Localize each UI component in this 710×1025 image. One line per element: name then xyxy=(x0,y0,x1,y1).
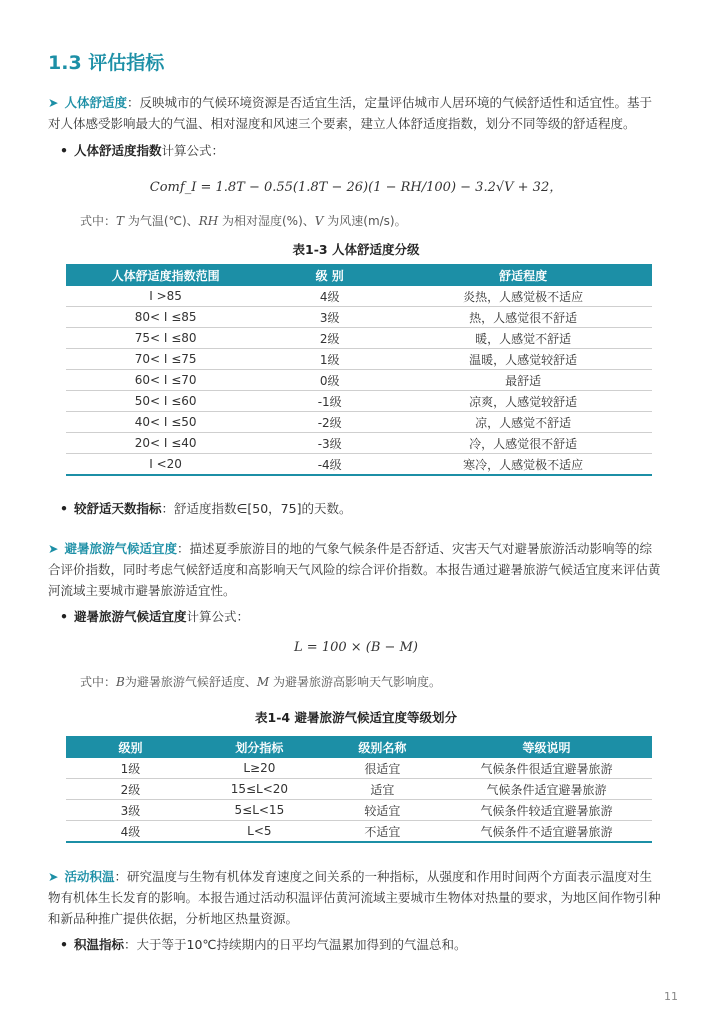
table-cell: 4级 xyxy=(265,286,394,307)
table-row xyxy=(66,800,652,821)
table-cell: -1级 xyxy=(265,391,394,412)
table-cell: 60< I ≤70 xyxy=(66,370,265,391)
bullet-text: 计算公式： xyxy=(161,143,225,158)
table-cell: 70< I ≤75 xyxy=(66,349,265,370)
table-cell: 0级 xyxy=(265,370,394,391)
table-cell: 较适宜 xyxy=(324,800,441,821)
term-active-temperature: 活动积温 xyxy=(64,869,115,884)
paragraph-text: ：研究温度与生物有机体发育速度之间关系的一种指标，从强度和作用时间两个方面表示温度对生物有机体生长发育的影响。本报告通过活动积温评估黄河流域主要城市生物体对热量的要求，为地区间作物引种和新品种推广提供依据，分析地区热量资源。 xyxy=(48,869,661,926)
table-cell: I <20 xyxy=(66,454,265,476)
bullet-term: 人体舒适度指数 xyxy=(74,143,162,158)
column-header: 级别名称 xyxy=(324,736,441,758)
table-row xyxy=(66,412,652,433)
table-cell: 40< I ≤50 xyxy=(66,412,265,433)
paragraph-text: ：描述夏季旅游目的地的气象气候条件是否舒适、灾害天气对避暑旅游活动影响等的综合评价指数，同时考虑气候舒适度和高影响天气风险的综合评价指数。本报告通过避暑旅游气候适宜度来评估黄河流域主要城市避暑旅游适宜性。 xyxy=(48,541,661,598)
table-row xyxy=(66,307,652,328)
bullet-dot-icon: • xyxy=(60,143,68,158)
table-row xyxy=(66,349,652,370)
bullet-dot-icon: • xyxy=(60,937,68,952)
comfort-level-table xyxy=(66,264,652,476)
paragraph-text: ：反映城市的气候环境资源是否适宜生活，定量评估城市人居环境的气候舒适性和适宜性。基于对人体感受影响最大的气温、相对湿度和风速三个要素，建立人体舒适度指数，划分不同等级的舒适程度。 xyxy=(48,95,653,131)
section-title: 1.3 评估指标 xyxy=(48,52,165,74)
term-summer-tourism: 避暑旅游气候适宜度 xyxy=(64,541,177,556)
table-cell: 气候条件适宜避暑旅游 xyxy=(441,779,652,800)
table-cell: 冷，人感觉很不舒适 xyxy=(394,433,652,454)
note-text: 为风速(m/s)。 xyxy=(323,214,407,228)
table-cell: 气候条件很适宜避暑旅游 xyxy=(441,758,652,779)
table-caption-tourism: 表1-4 避暑旅游气候适宜度等级划分 xyxy=(255,710,457,725)
bullet-accumulated-temperature xyxy=(48,934,676,955)
table-cell: 热，人感觉很不舒适 xyxy=(394,307,652,328)
table-cell: 很适宜 xyxy=(324,758,441,779)
paragraph-active-temperature xyxy=(48,866,664,929)
column-header: 级别 xyxy=(66,736,195,758)
table-cell: 3级 xyxy=(66,800,195,821)
term-comfort: 人体舒适度 xyxy=(64,95,127,110)
bullet-comfort-formula xyxy=(48,140,676,161)
table-cell: -2级 xyxy=(265,412,394,433)
table-row xyxy=(66,779,652,800)
table-cell: 20< I ≤40 xyxy=(66,433,265,454)
note-prefix: 式中： xyxy=(80,214,117,228)
table-row xyxy=(66,391,652,412)
table-cell: 2级 xyxy=(265,328,394,349)
var-m: M xyxy=(256,675,270,689)
table-cell: 1级 xyxy=(265,349,394,370)
arrow-icon: ➤ xyxy=(48,95,59,110)
table-cell: 2级 xyxy=(66,779,195,800)
paragraph-comfort xyxy=(48,92,664,134)
table-cell: 15≤L<20 xyxy=(195,779,324,800)
bullet-comfortable-days xyxy=(48,498,676,519)
table-header-row xyxy=(66,736,652,758)
paragraph-summer-tourism xyxy=(48,538,664,601)
note-text: 为气温(℃)、 xyxy=(124,214,199,228)
bullet-dot-icon: • xyxy=(60,609,68,624)
var-v: V xyxy=(314,214,324,228)
table-cell: 适宜 xyxy=(324,779,441,800)
bullet-text: 计算公式： xyxy=(186,609,250,624)
table-cell: 寒冷，人感觉极不适应 xyxy=(394,454,652,476)
arrow-icon: ➤ xyxy=(48,869,59,884)
table-row xyxy=(66,433,652,454)
table-row xyxy=(66,454,652,476)
tourism-level-table xyxy=(66,736,652,843)
arrow-icon: ➤ xyxy=(48,541,59,556)
table-caption-comfort: 表1-3 人体舒适度分级 xyxy=(292,242,420,257)
column-header: 舒适程度 xyxy=(394,264,652,286)
table-cell: L≥20 xyxy=(195,758,324,779)
table-row xyxy=(66,758,652,779)
bullet-term: 避暑旅游气候适宜度 xyxy=(74,609,187,624)
var-t: T xyxy=(116,214,125,228)
table-cell: 5≤L<15 xyxy=(195,800,324,821)
formula-tourism: L = 100 × (B − M) xyxy=(294,640,418,655)
table-cell: 凉，人感觉不舒适 xyxy=(394,412,652,433)
table-cell: 暖，人感觉不舒适 xyxy=(394,328,652,349)
table-row xyxy=(66,821,652,843)
formula-note-tourism xyxy=(80,673,441,690)
var-rh: RH xyxy=(198,214,219,228)
table-cell: 4级 xyxy=(66,821,195,843)
table-header-row xyxy=(66,264,652,286)
table-cell: 气候条件不适宜避暑旅游 xyxy=(441,821,652,843)
table-cell: 气候条件较适宜避暑旅游 xyxy=(441,800,652,821)
table-cell: L<5 xyxy=(195,821,324,843)
table-cell: I >85 xyxy=(66,286,265,307)
note-text: 为避暑旅游高影响天气影响度。 xyxy=(269,675,441,689)
var-b: B xyxy=(116,675,125,689)
table-cell: 不适宜 xyxy=(324,821,441,843)
table-row xyxy=(66,286,652,307)
formula-comfort: Comf_I = 1.8T − 0.55(1.8T − 26)(1 − RH/100) − 3.2√V + 32， xyxy=(149,180,563,195)
table-cell: -4级 xyxy=(265,454,394,476)
bullet-text: ：大于等于10℃持续期内的日平均气温累加得到的气温总和。 xyxy=(124,937,467,952)
note-prefix: 式中： xyxy=(80,675,117,689)
page-number: 11 xyxy=(664,990,678,1003)
bullet-term: 积温指标 xyxy=(74,937,125,952)
formula-note-comfort xyxy=(80,212,407,229)
table-cell: -3级 xyxy=(265,433,394,454)
table-row xyxy=(66,370,652,391)
table-cell: 凉爽，人感觉较舒适 xyxy=(394,391,652,412)
column-header: 等级说明 xyxy=(441,736,652,758)
column-header: 人体舒适度指数范围 xyxy=(66,264,265,286)
table-cell: 最舒适 xyxy=(394,370,652,391)
bullet-tourism-formula xyxy=(48,606,676,627)
column-header: 划分指标 xyxy=(195,736,324,758)
table-cell: 3级 xyxy=(265,307,394,328)
bullet-term: 较舒适天数指标 xyxy=(74,501,162,516)
table-cell: 温暖，人感觉较舒适 xyxy=(394,349,652,370)
note-text: 为相对湿度(%)、 xyxy=(218,214,315,228)
note-text: 为避暑旅游气候舒适度、 xyxy=(124,675,257,689)
column-header: 级 别 xyxy=(265,264,394,286)
bullet-text: ：舒适度指数∈[50，75]的天数。 xyxy=(161,501,352,516)
table-cell: 80< I ≤85 xyxy=(66,307,265,328)
table-cell: 1级 xyxy=(66,758,195,779)
table-cell: 50< I ≤60 xyxy=(66,391,265,412)
table-row xyxy=(66,328,652,349)
table-cell: 75< I ≤80 xyxy=(66,328,265,349)
bullet-dot-icon: • xyxy=(60,501,68,516)
table-cell: 炎热，人感觉极不适应 xyxy=(394,286,652,307)
